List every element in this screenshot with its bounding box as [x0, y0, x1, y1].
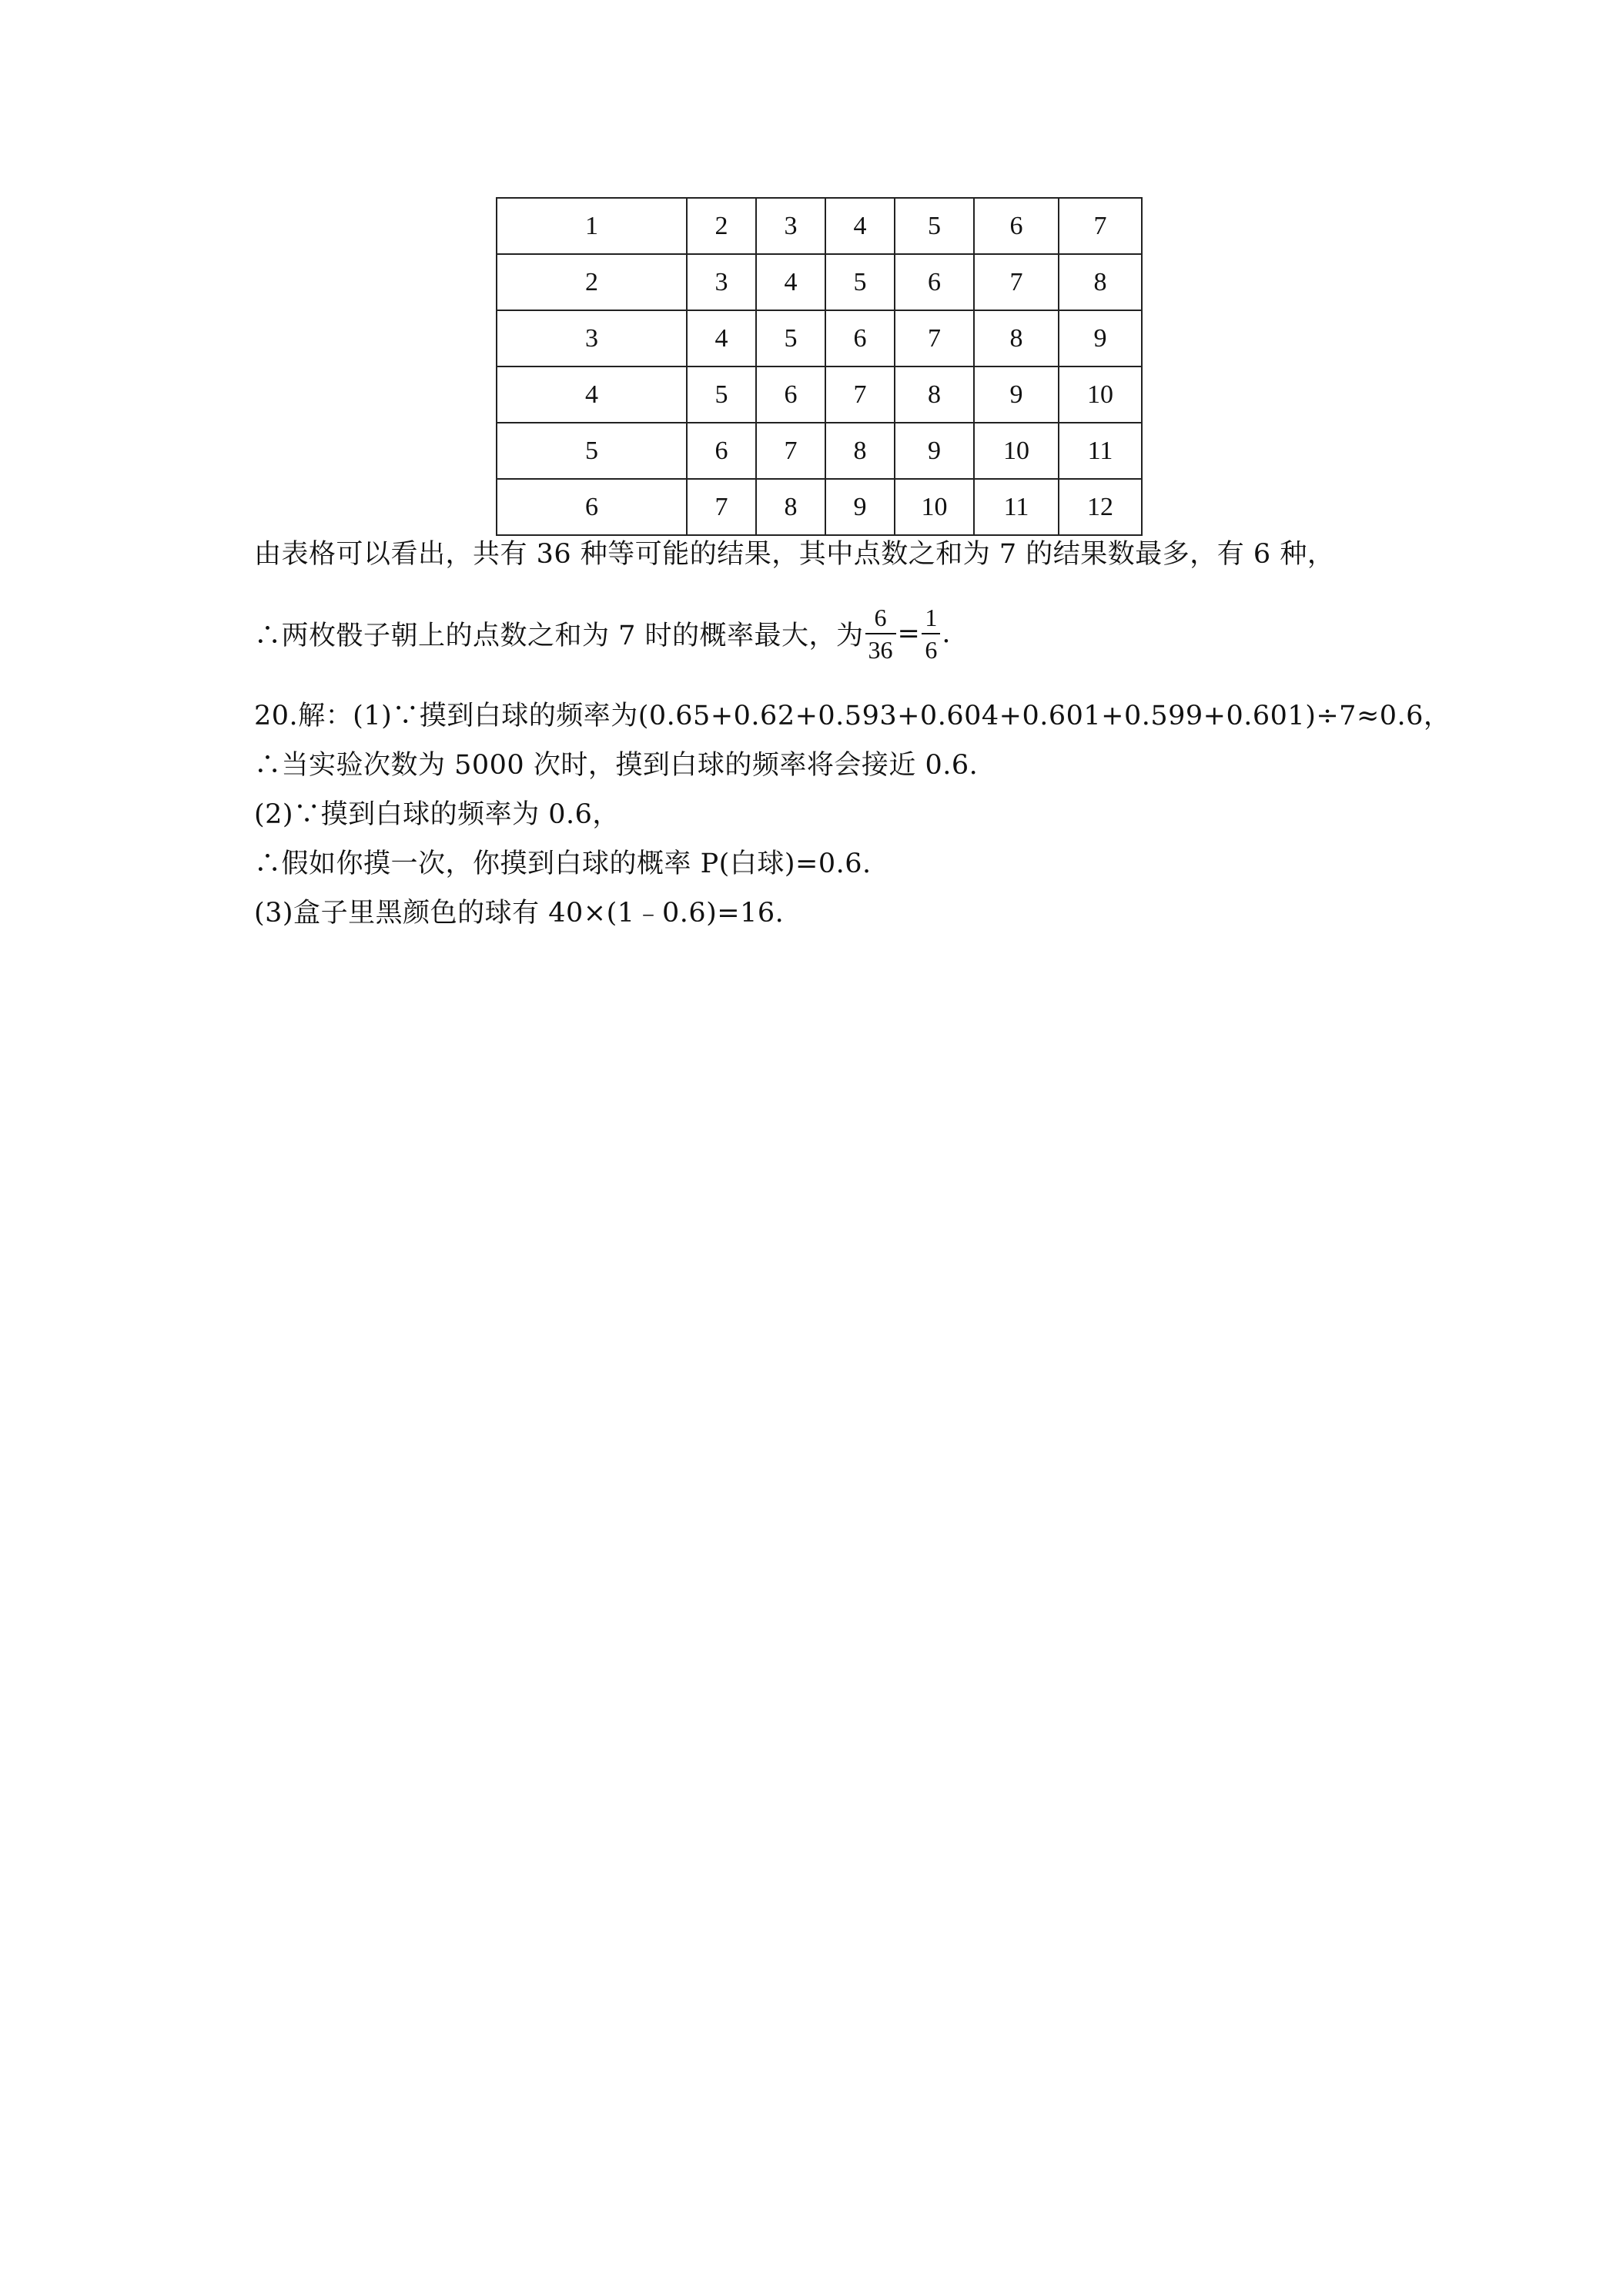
- table-cell: 7: [756, 423, 825, 479]
- table-cell: 6: [825, 310, 895, 366]
- table-cell: 11: [1059, 423, 1142, 479]
- fraction-numerator: 1: [922, 605, 940, 634]
- table-cell: 4: [687, 310, 756, 366]
- table-cell: 9: [895, 423, 974, 479]
- table-cell: 8: [974, 310, 1059, 366]
- table-cell: 4: [756, 254, 825, 310]
- table-cell: 6: [756, 366, 825, 423]
- table-cell: 5: [756, 310, 825, 366]
- table-cell: 9: [974, 366, 1059, 423]
- table-cell: 2: [687, 198, 756, 254]
- probability-text: ∴两枚骰子朝上的点数之和为 7 时的概率最大，为: [254, 621, 864, 651]
- table-cell: 4: [825, 198, 895, 254]
- table-cell: 10: [1059, 366, 1142, 423]
- table-cell: 6: [687, 423, 756, 479]
- table-cell: 3: [687, 254, 756, 310]
- table-cell: 6: [497, 479, 687, 535]
- table-cell: 7: [895, 310, 974, 366]
- table-cell: 6: [895, 254, 974, 310]
- table-row: [497, 423, 1142, 479]
- table-cell: 10: [895, 479, 974, 535]
- probability-line: [254, 605, 951, 662]
- solution-20-part2-conclusion: ∴假如你摸一次，你摸到白球的概率 P(白球)=0.6.: [254, 848, 872, 879]
- conclusion-line: 由表格可以看出，共有 36 种等可能的结果，其中点数之和为 7 的结果数最多，有 6 种，: [254, 539, 1335, 570]
- table-cell: 3: [756, 198, 825, 254]
- table-row: [497, 198, 1142, 254]
- table-row: [497, 310, 1142, 366]
- table-cell: 7: [974, 254, 1059, 310]
- period: .: [942, 618, 951, 649]
- fraction-numerator: 6: [865, 605, 896, 634]
- table-cell: 11: [974, 479, 1059, 535]
- table-cell: 8: [1059, 254, 1142, 310]
- table-cell: 5: [497, 423, 687, 479]
- solution-20-part2: (2)∵摸到白球的频率为 0.6，: [254, 799, 620, 830]
- table-cell: 4: [497, 366, 687, 423]
- table-cell: 2: [497, 254, 687, 310]
- table-cell: 7: [687, 479, 756, 535]
- table-cell: 8: [895, 366, 974, 423]
- table-cell: 6: [974, 198, 1059, 254]
- fraction-denominator: 36: [868, 636, 893, 664]
- solution-20-part3: (3)盒子里黑颜色的球有 40×(1﹣0.6)=16.: [254, 898, 785, 929]
- solution-20-part1: 20.解：(1)∵摸到白球的频率为(0.65+0.62+0.593+0.604+0.601+0.599+0.601)÷7≈0.6，: [254, 701, 1451, 731]
- table-cell: 9: [1059, 310, 1142, 366]
- table-cell: 5: [825, 254, 895, 310]
- table-cell: 5: [895, 198, 974, 254]
- table-cell: 8: [756, 479, 825, 535]
- table-cell: 9: [825, 479, 895, 535]
- table-cell: 8: [825, 423, 895, 479]
- equals-sign: =: [897, 618, 921, 649]
- table-cell: 12: [1059, 479, 1142, 535]
- table-cell: 3: [497, 310, 687, 366]
- table-row: [497, 366, 1142, 423]
- table-cell: 1: [497, 198, 687, 254]
- fraction-one-over-six: [922, 605, 940, 662]
- table-cell: 7: [1059, 198, 1142, 254]
- solution-20-part1-conclusion: ∴当实验次数为 5000 次时，摸到白球的频率将会接近 0.6.: [254, 750, 979, 781]
- fraction-denominator: 6: [925, 636, 938, 664]
- table-cell: 7: [825, 366, 895, 423]
- fraction-six-over-thirty-six: [865, 605, 896, 662]
- table-cell: 10: [974, 423, 1059, 479]
- table-cell: 5: [687, 366, 756, 423]
- table-row: [497, 254, 1142, 310]
- table-row: [497, 479, 1142, 535]
- dice-sum-table: [496, 197, 1143, 536]
